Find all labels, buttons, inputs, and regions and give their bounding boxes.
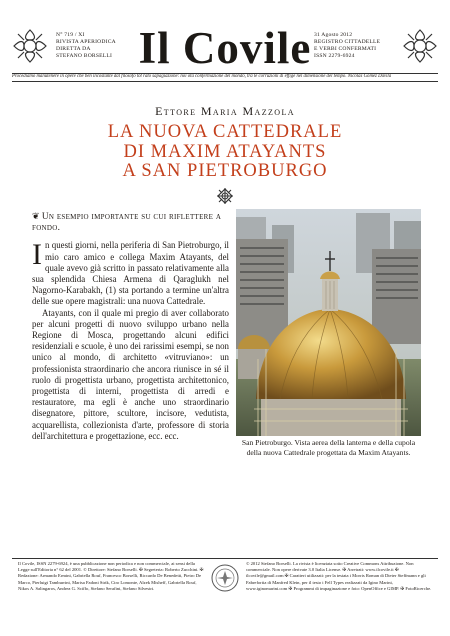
covile-seal-icon xyxy=(210,563,240,593)
photo-cathedral-dome xyxy=(236,209,421,436)
fleuron-icon: ❦ xyxy=(32,211,40,221)
issue-number: N° 719 / XI xyxy=(56,32,85,38)
drop-cap: I xyxy=(32,238,42,272)
masthead-rule-lower xyxy=(12,81,438,82)
masthead-epigraph: Procediamo manutenere in opere che ben incostante dal filosofo tot rato sapagiazione: noi ota confermazione del mondo, tra le corruzioni di effige nel dimensione del tempo. Nicolás Gómez Dávila xyxy=(12,74,392,79)
footer-rule xyxy=(12,558,438,559)
issn: ISSN 2279-6924 xyxy=(314,53,355,59)
issue-date: 31 Agosto 2012 xyxy=(314,32,353,38)
article-title xyxy=(0,123,450,182)
director-name: STEFANO BORSELLI xyxy=(56,53,113,59)
photo-caption: San Pietroburgo. Vista aerea della lanterna e della cupola della nuova Cattedrale progettata da Maxim Atayants. xyxy=(241,438,416,457)
celtic-knot-ornament-icon xyxy=(216,187,234,205)
article-body xyxy=(32,211,229,442)
article-lead-text: Un esempio importante su cui riflettere a fondo. xyxy=(32,212,222,234)
registry-line-2: E VERBI CONFERMATI xyxy=(314,46,377,52)
magazine-type: RIVISTA APERIODICA xyxy=(56,39,116,45)
footer-colophon: Il Covile, ISSN 2279-6924, è una pubblicazione non periodica e non commerciale, ai sensi della Legge sull'Editoria n° 62 del 2001. © Direttore: Stefano Borselli. ✠ Segreteria: Roberto Zucchini. ✠ Redazione: Armando Ermini, Gabriella Rouf, Francesco Borselli, Riccardo De Benedetti, Pietro De Marco, Pierluigi Tamburrini, Marisa Fadoni Strik, Ciro Lomonte, Alzek Misheff, Gabriella Rouf, Nikos A. Salingaros, Andrea G. Sciffo, Stefano Serafini, Stefano Silvestri. xyxy=(18,561,204,591)
paragraph: Atayants, con il quale mi pregio di aver collaborato per alcuni progetti di nuovo sviluppo urbano nella Regione di Mosca, progettando alcuni edifici residenziali e scuole, è uno dei rarissimi esempi, se non unico al mondo, di architetto «vitruviano»: un professionista straordinario che ancora riunisce in sé il ruolo di progettista urbano, progettista architettonico, progettista di interni, progettista di arredi e restauratore, ma egli è anche uno straordinario disegnatore, pittore, scultore, incisore, vedutista, acquarellista, collezionista d'arte, professore di storia dell'architettura e progettazione, ecc. ecc. xyxy=(32,307,229,441)
article-title-line: A SAN PIETROBURGO xyxy=(122,161,328,181)
article-title-line: DI MAXIM ATAYANTS xyxy=(123,141,327,162)
article-lead xyxy=(32,211,229,234)
footer-license: © 2012 Stefano Borselli. La rivista è licenziata sotto Creative Commons Attribuzione. Non commerciale. Non opere derivate 3.0 Italia License. ✠ Arretrati: www.ilcovile.it ✠ ilcovile@gmail.com ✠ Caratteri utilizzati: per la testata i Morris Roman di Dieter Steffmann e gli Fabrefortia di Manfred Klein, per il testo i Fell Types realizzati da Igino Marini, www.iginomarini.com ✠ Programmi di impaginazione e foto: OpenOffice e GIMP. ✠ FotoRicerche. xyxy=(246,561,432,591)
directed-by: DIRETTA DA xyxy=(56,46,91,52)
masthead-title: Il Covile xyxy=(138,23,312,73)
paragraph xyxy=(32,240,229,307)
article-author: Ettore Maria Mazzola xyxy=(155,104,295,118)
registry-line-1: REGISTRO CITTADELLE xyxy=(314,39,381,45)
paragraph-text: n questi giorni, nella periferia di San Pietroburgo, il mio caro amico e collega Maxim Atayants, del quale avevo già scritto in passato relativamente alla sua splendida Chiesa Armena di Qaraglukh nel Nagorno-Karabakh, (1) sta portando a termine un'altra delle sue opere magistrali: una nuova Cattedrale. xyxy=(32,240,229,307)
masthead-date-info xyxy=(314,32,394,60)
article-title-line: LA NUOVA CATTEDRALE xyxy=(107,122,343,142)
